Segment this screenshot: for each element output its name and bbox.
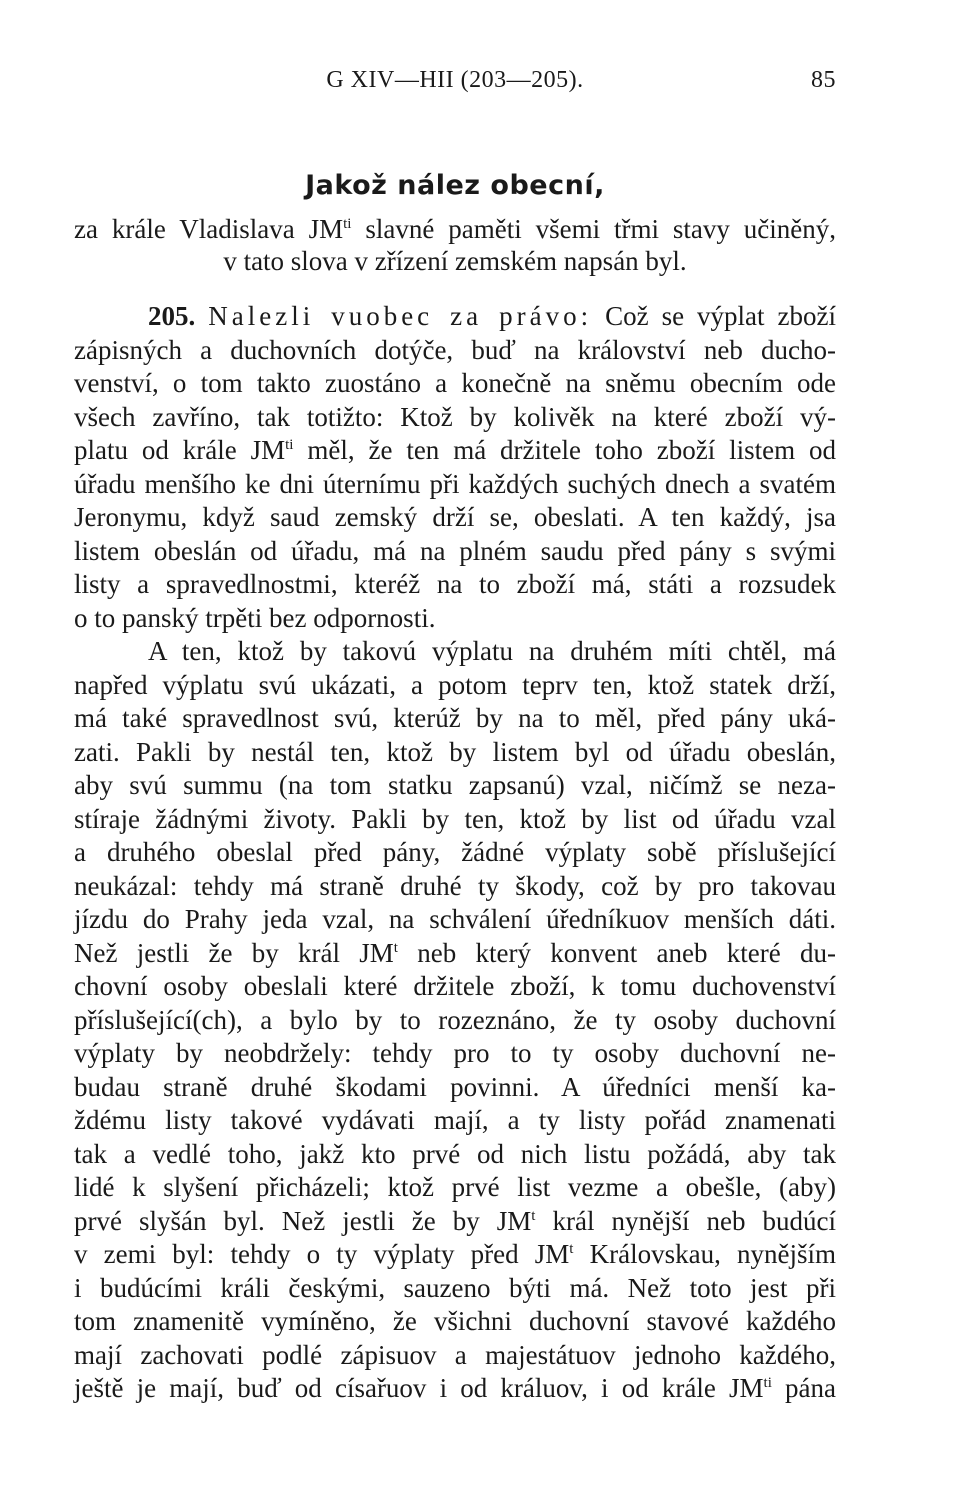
body-line: v zemi byl: tehdy o ty výplaty před $JM^t$ Královskau, nynějším [74, 1239, 836, 1269]
body-line [74, 300, 836, 334]
page-number: 85 [811, 67, 836, 93]
body-line: neukázal: tehdy má straně druhé ty škody, což by pro takovau [74, 870, 836, 901]
section-lead: Nalezli vuobec za právo: [208, 301, 593, 331]
body-line: ještě je mají, buď od císařuov i od králuov, i od krále $JM^{ti}$ pána [74, 1373, 837, 1403]
body-line: tak a vedlé toho, jakž kto prvé od nich listu požádá, aby tak [74, 1138, 836, 1169]
section-205 [74, 300, 836, 1406]
body-line: prvé slyšán byl. Než jestli že by $JM^t$ král nynější neb budúcí [74, 1205, 836, 1236]
body-line: úřadu menšího ke dni úternímu při každých suchých dnech a svatém [74, 468, 836, 499]
body-line: platu od krále $JM^{ti}$ měl, že ten má držitele toho zboží listem od [74, 435, 837, 465]
body-line: všech zavříno, tak totižto: Ktož by kolivěk na které zboží vý- [74, 401, 836, 432]
body-line: napřed výplatu svú ukázati, a potom teprv ten, ktož statek drží, [74, 669, 836, 700]
body-line: výplaty by neobdržely: tehdy pro to ty osoby duchovní ne- [74, 1038, 836, 1068]
body-line: venství, o tom takto zuostáno a konečně na sněmu obecním ode [74, 368, 836, 398]
body-line: má také spravedlnost svú, kterúž by na to měl, před pány uká- [74, 703, 836, 733]
body-line: A ten, ktož by takovú výplatu na druhém míti chtěl, má [148, 636, 836, 666]
body-line: listem obeslán od úřadu, má na plném saudu před pány s svými [74, 535, 836, 566]
body-line: a druhého obeslal před pány, žádné výplaty sobě příslušející [74, 837, 836, 867]
body-line: aby svú summu (na tom statku zapsanú) vzal, ničímž se neza- [74, 770, 836, 800]
body-line: příslušející(ch), a bylo by to rozeznáno, že ty osoby duchovní [74, 1004, 836, 1035]
body-line: i budúcími králi českými, sauzeno býti má. Než toto jest při [74, 1272, 836, 1303]
body-line: zati. Pakli by nestál ten, ktož by listem byl od úřadu obeslán, [74, 736, 836, 767]
body-line: budau straně druhé škodami povinni. A úředníci menší ka- [74, 1071, 836, 1102]
subtitle-line: v tato slova v zřízení zemském napsán byl. [223, 246, 687, 276]
subtitle-line: za krále Vladislava $JM^{ti}$ slavné paměti všemi třmi stavy učiněný, [74, 214, 837, 244]
body-line: chovní osoby obeslali které držitele zboží, k tomu duchovenství [74, 971, 836, 1001]
section-number: 205. [148, 301, 196, 331]
body-line: jízdu do Prahy jeda vzal, na schválení úředníkuov menších dáti. [74, 904, 836, 934]
body-line: Než jestli že by král $JM^t$ neb který konvent aneb které du- [74, 937, 836, 968]
body-line: listy a spravedlnostmi, kteréž na to zboží má, státi a rozsudek [74, 569, 836, 599]
running-head [74, 62, 836, 98]
body-line: Jeronymu, když saud zemský drží se, obeslati. A ten každý, jsa [74, 502, 836, 532]
document-subtitle [74, 213, 836, 277]
body-line: tom znamenitě vymíněno, že všichni duchovní stavové každého [74, 1306, 836, 1336]
body-line-text: Což se výplat zboží [605, 301, 837, 331]
body-line: zápisných a duchovních dotýče, buď na království neb ducho- [74, 334, 836, 365]
body-line: o to panský trpěti bez odpornosti. [74, 602, 436, 633]
body-line: ždému listy takové vydávati mají, a ty listy pořád znamenati [74, 1105, 836, 1135]
body-line: mají zachovati podlé zápisuov a majestátuov jednoho každého, [74, 1339, 836, 1370]
document-title: Jakož nález obecní, [305, 170, 605, 201]
body-line: stíraje žádnými životy. Pakli by ten, ktož by list od úřadu vzal [74, 803, 836, 834]
body-line: lidé k slyšení přicházeli; ktož prvé list vezme a obešle, (aby) [74, 1172, 836, 1202]
running-head-title: G XIV—HII (203—205). [326, 67, 584, 93]
